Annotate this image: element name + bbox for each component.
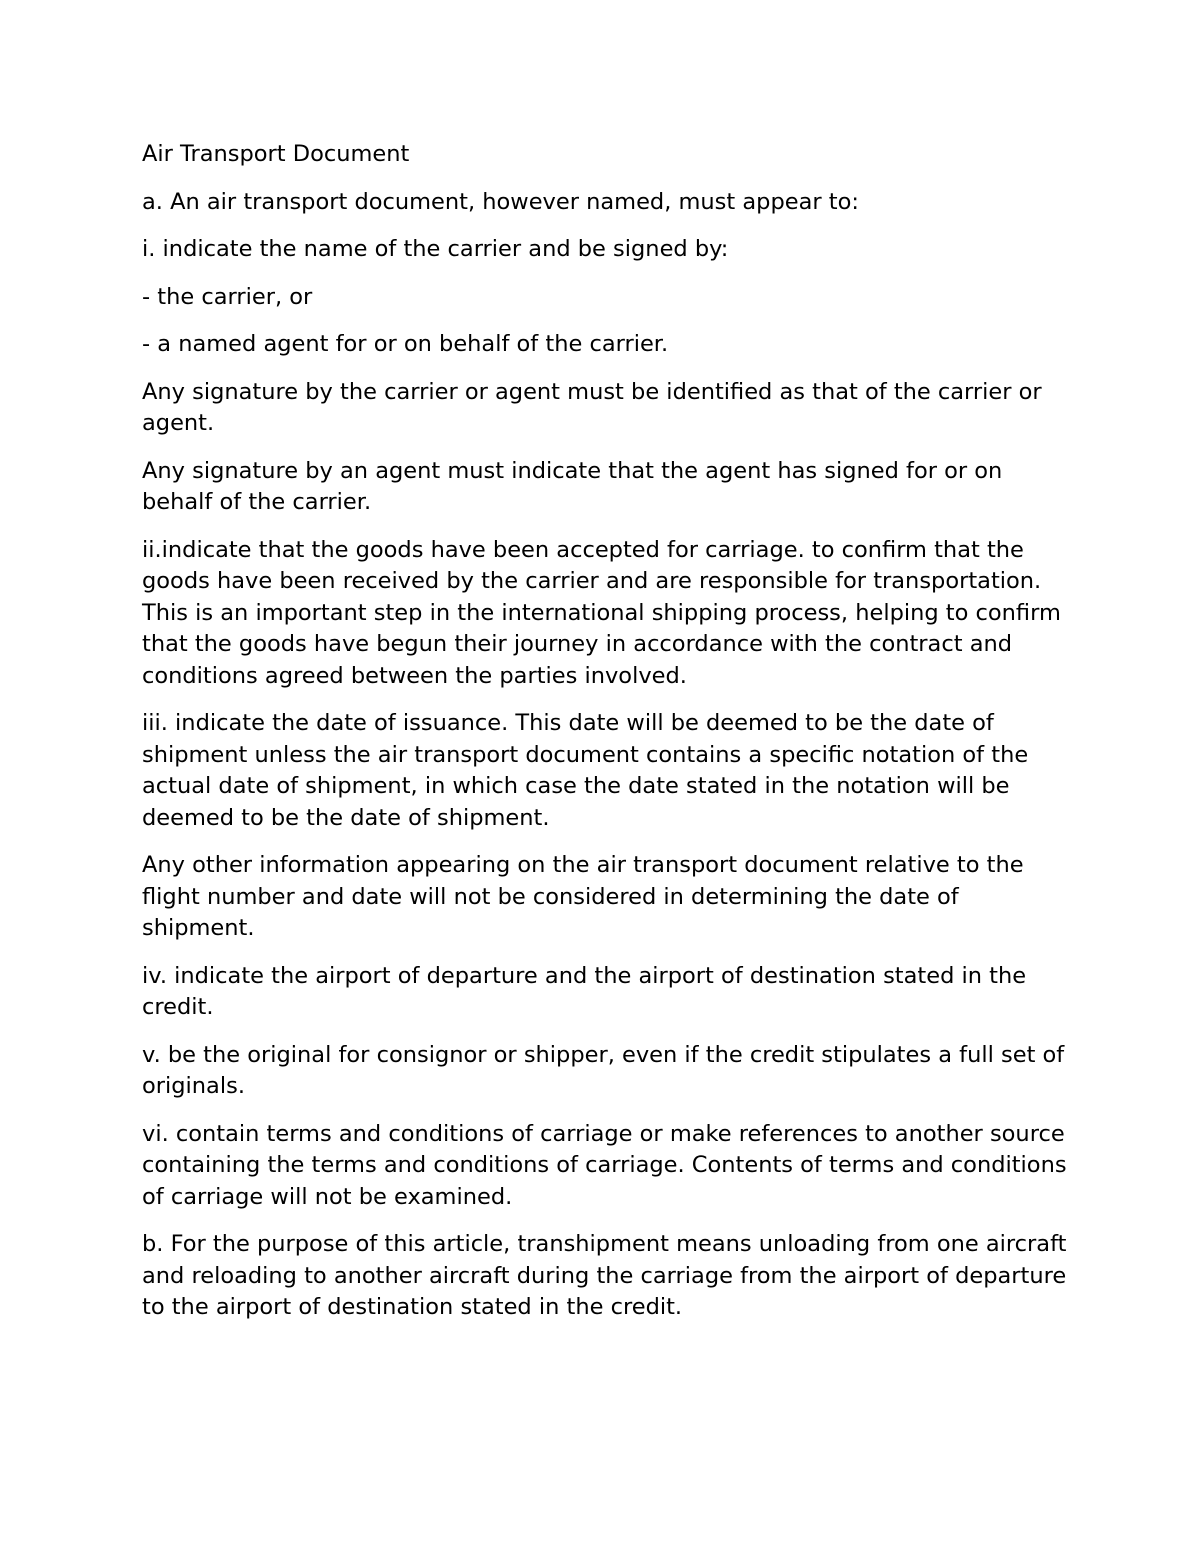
signer-option-agent: - a named agent for or on behalf of the carrier. bbox=[142, 331, 669, 357]
clause-a-vi: vi. contain terms and conditions of carriage or make references to another source containing the terms and conditions of carriage. Contents of terms and conditions of carriage will not be examined. bbox=[142, 1120, 1067, 1210]
signer-option-carrier: - the carrier, or bbox=[142, 283, 313, 310]
document-body bbox=[142, 139, 1072, 1340]
agent-signature-note: Any signature by an agent must indicate that the agent has signed for or on behalf of the carrier. bbox=[142, 457, 1003, 515]
document-title: Air Transport Document bbox=[142, 141, 410, 167]
clause-b: b. For the purpose of this article, transhipment means unloading from one aircraft and reloading to another aircraft during the carriage from the airport of departure to the airport of destination stated in the credit. bbox=[142, 1231, 1067, 1320]
clause-a-v: v. be the original for consignor or shipper, even if the credit stipulates a full set of originals. bbox=[142, 1041, 1065, 1099]
signature-identification-note: Any signature by the carrier or agent must be identified as that of the carrier or agent. bbox=[142, 378, 1042, 436]
clause-a: a. An air transport document, however named, must appear to: bbox=[142, 188, 859, 215]
clause-a-i: i. indicate the name of the carrier and be signed by: bbox=[142, 236, 729, 262]
clause-a-iv: iv. indicate the airport of departure and the airport of destination stated in the credit. bbox=[142, 962, 1027, 1020]
clause-a-iii: iii. indicate the date of issuance. This date will be deemed to be the date of shipment unless the air transport document contains a specific notation of the actual date of shipment, in which case the date stated in the notation will be deemed to be the date of shipment. bbox=[142, 710, 1029, 831]
flight-information-note: Any other information appearing on the air transport document relative to the flight number and date will not be considered in determining the date of shipment. bbox=[142, 852, 1024, 941]
clause-a-ii: ii.indicate that the goods have been accepted for carriage. to confirm that the goods have been received by the carrier and are responsible for transportation. This is an important step in the international shipping process, helping to confirm that the goods have begun their journey in accordance with the contract and conditions agreed between the parties involved. bbox=[142, 536, 1061, 689]
